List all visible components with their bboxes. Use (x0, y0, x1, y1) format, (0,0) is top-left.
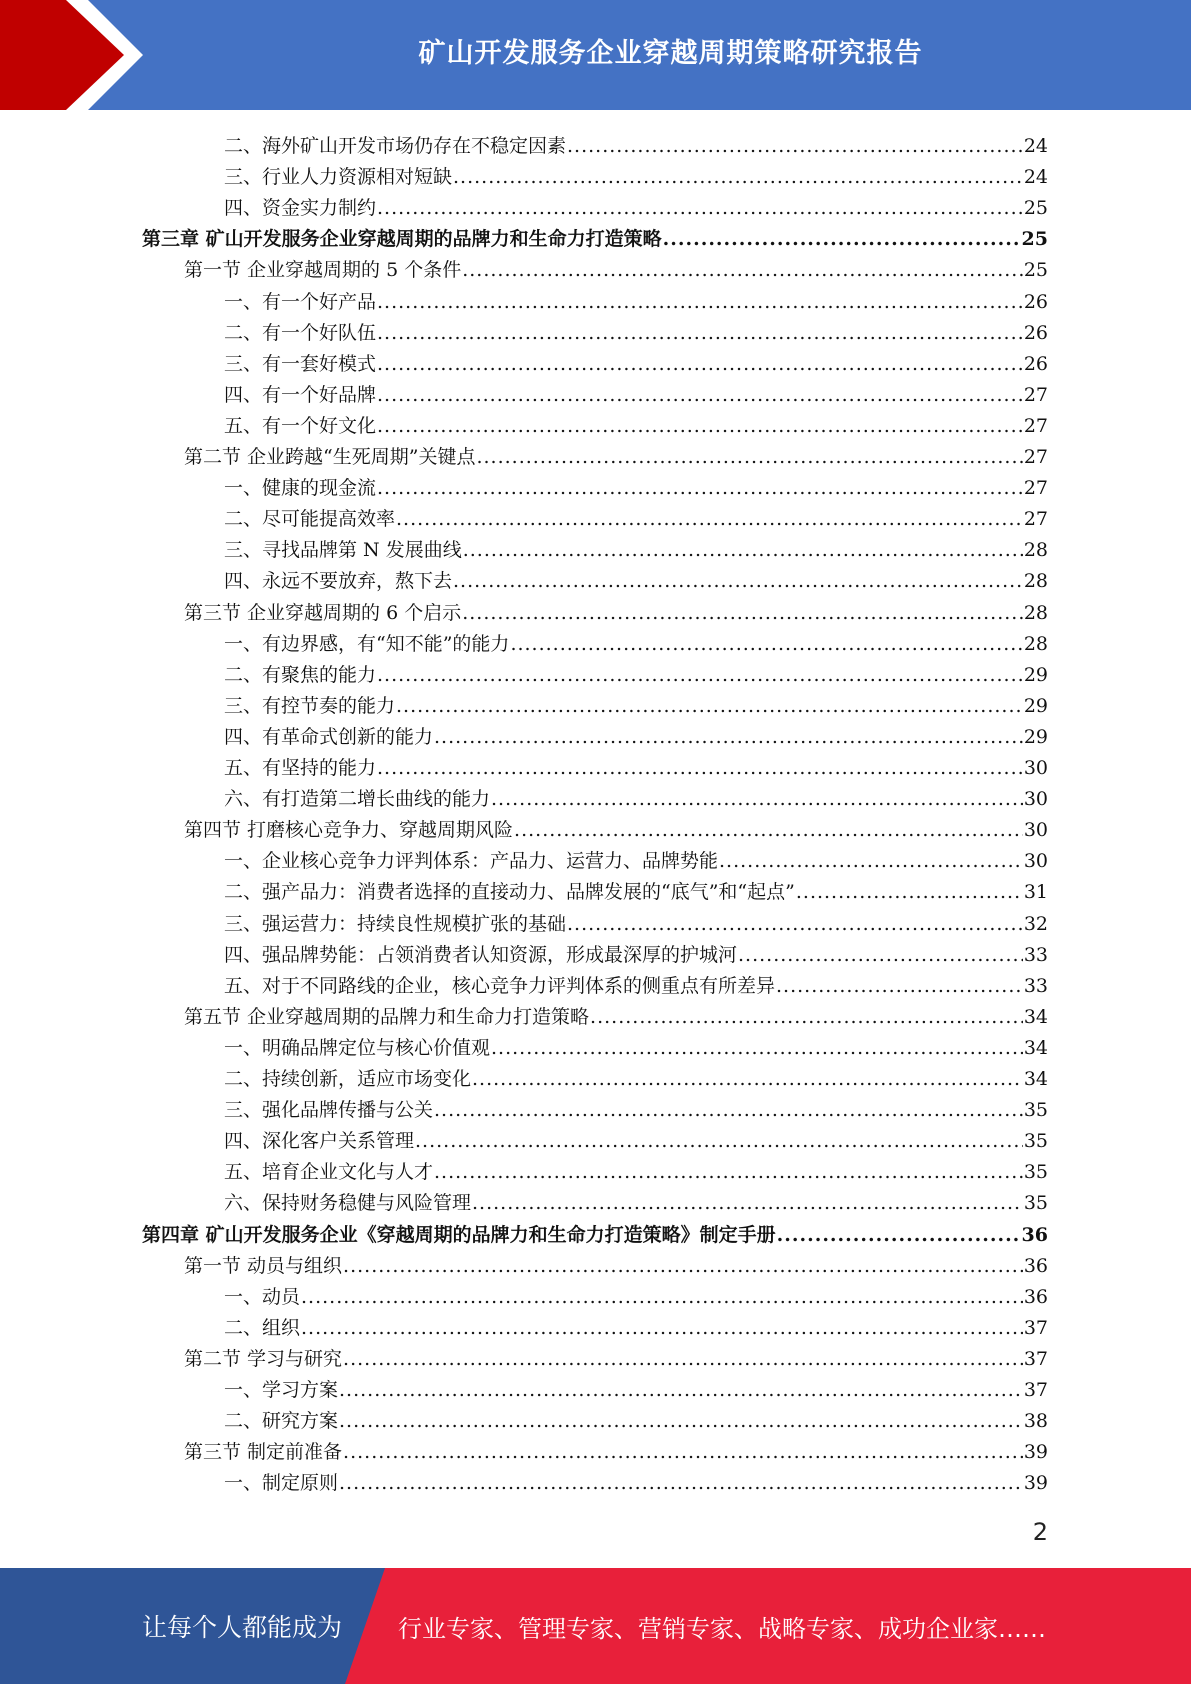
toc-item-entry[interactable] (224, 1464, 1048, 1495)
toc-dot-leader (472, 1067, 1023, 1091)
toc-item-entry[interactable] (224, 158, 1048, 189)
toc-dot-leader (590, 1005, 1023, 1029)
toc-dot-leader (339, 1409, 1023, 1433)
toc-dot-leader (377, 196, 1023, 220)
toc-section-entry[interactable] (184, 438, 1048, 469)
toc-entry-title: 第二节 学习与研究 (184, 1347, 343, 1370)
toc-dot-leader (663, 227, 1021, 251)
toc-item-entry[interactable] (224, 1278, 1048, 1309)
toc-section-entry[interactable] (184, 251, 1048, 282)
toc-page-number: 34 (1023, 1036, 1048, 1059)
toc-page-number: 25 (1023, 259, 1048, 282)
toc-entry-title: 一、动员 (224, 1285, 301, 1308)
toc-dot-leader (776, 974, 1023, 998)
toc-page-number: 25 (1023, 197, 1048, 220)
toc-entry-title: 第一节 动员与组织 (184, 1254, 343, 1277)
toc-page-number: 26 (1023, 352, 1048, 375)
toc-item-entry[interactable] (224, 376, 1048, 407)
toc-page-number: 30 (1023, 850, 1048, 873)
toc-dot-leader (491, 787, 1023, 811)
toc-chapter-entry[interactable] (142, 1216, 1048, 1247)
toc-dot-leader (453, 165, 1023, 189)
toc-entry-title: 六、有打造第二增长曲线的能力 (224, 788, 491, 811)
toc-entry-title: 二、海外矿山开发市场仍存在不稳定因素 (224, 135, 567, 157)
toc-item-entry[interactable] (224, 562, 1048, 593)
toc-page-number: 35 (1023, 1161, 1048, 1184)
toc-entry-title: 五、有一个好文化 (224, 414, 377, 437)
toc-entry-title: 一、明确品牌定位与核心价值观 (224, 1036, 491, 1059)
toc-entry-title: 四、有革命式创新的能力 (224, 725, 434, 748)
toc-page-number: 36 (1021, 1223, 1048, 1246)
document-title: 矿山开发服务企业穿越周期策略研究报告 (418, 37, 923, 69)
toc-dot-leader (719, 849, 1023, 873)
toc-item-entry[interactable] (224, 127, 1048, 158)
toc-item-entry[interactable] (224, 345, 1048, 376)
toc-dot-leader (377, 383, 1023, 407)
toc-entry-title: 五、有坚持的能力 (224, 757, 377, 779)
toc-entry-title: 二、有聚焦的能力 (224, 663, 377, 686)
toc-item-entry[interactable] (224, 1091, 1048, 1122)
page-number: 2 (1032, 1518, 1048, 1546)
toc-entry-title: 一、制定原则 (224, 1472, 339, 1495)
toc-dot-leader (339, 1378, 1023, 1402)
toc-item-entry[interactable] (224, 625, 1048, 656)
toc-entry-title: 第三章 矿山开发服务企业穿越周期的品牌力和生命力打造策略 (142, 228, 662, 251)
toc-dot-leader (343, 1347, 1023, 1371)
toc-item-entry[interactable] (224, 905, 1048, 936)
toc-page-number: 39 (1023, 1472, 1048, 1495)
toc-dot-leader (377, 663, 1023, 687)
toc-page-number: 36 (1023, 1254, 1048, 1277)
toc-dot-leader (343, 1254, 1023, 1278)
toc-item-entry[interactable] (224, 656, 1048, 687)
toc-item-entry[interactable] (224, 1402, 1048, 1433)
toc-page-number: 27 (1023, 383, 1048, 406)
toc-dot-leader (377, 756, 1023, 780)
toc-entry-title: 三、寻找品牌第 N 发展曲线 (224, 539, 462, 562)
toc-dot-leader (377, 414, 1023, 438)
toc-page-number: 33 (1023, 974, 1048, 997)
toc-dot-leader (510, 632, 1022, 656)
toc-entry-title: 一、有边界感，有“知不能”的能力 (224, 632, 510, 655)
toc-entry-title: 四、有一个好品牌 (224, 383, 377, 406)
toc-item-entry[interactable] (224, 469, 1048, 500)
toc-page-number: 28 (1023, 632, 1048, 655)
toc-page-number: 27 (1023, 508, 1048, 531)
toc-page-number: 31 (1023, 881, 1048, 904)
toc-entry-title: 二、组织 (224, 1316, 301, 1339)
toc-item-entry[interactable] (224, 749, 1048, 780)
toc-page-number: 38 (1023, 1410, 1048, 1433)
toc-entry-title: 四、资金实力制约 (224, 197, 377, 220)
footer-slogan-left: 让每个人都能成为 (142, 1613, 343, 1642)
toc-page-number: 37 (1023, 1379, 1048, 1401)
toc-dot-leader (476, 445, 1022, 469)
toc-page-number: 37 (1023, 1316, 1048, 1339)
toc-item-entry[interactable] (224, 1309, 1048, 1340)
toc-entry-title: 三、强化品牌传播与公关 (224, 1099, 434, 1122)
toc-item-entry[interactable] (224, 1029, 1048, 1060)
toc-entry-title: 三、有一套好模式 (224, 352, 377, 375)
toc-dot-leader (343, 1440, 1023, 1464)
page-footer (0, 1568, 1191, 1684)
toc-page-number: 27 (1023, 477, 1048, 500)
toc-entry-title: 二、研究方案 (224, 1410, 339, 1433)
toc-entry-title: 第四章 矿山开发服务企业《穿越周期的品牌力和生命力打造策略》制定手册 (142, 1223, 776, 1246)
toc-page-number: 37 (1023, 1347, 1048, 1370)
toc-item-entry[interactable] (224, 718, 1048, 749)
toc-dot-leader (462, 601, 1023, 625)
toc-dot-leader (777, 1223, 1021, 1247)
toc-dot-leader (434, 1160, 1023, 1184)
toc-page-number: 30 (1023, 788, 1048, 811)
toc-entry-title: 第二节 企业跨越“生死周期”关键点 (184, 446, 476, 468)
toc-entry-title: 四、强品牌势能：占领消费者认知资源，形成最深厚的护城河 (224, 943, 738, 966)
toc-item-entry[interactable] (224, 1184, 1048, 1215)
toc-item-entry[interactable] (224, 1371, 1048, 1402)
toc-entry-title: 第四节 打磨核心竞争力、穿越周期风险 (184, 819, 514, 842)
toc-item-entry[interactable] (224, 1122, 1048, 1153)
toc-page-number: 26 (1023, 290, 1048, 313)
toc-dot-leader (738, 943, 1023, 967)
toc-item-entry[interactable] (224, 967, 1048, 998)
toc-dot-leader (301, 1285, 1023, 1309)
toc-section-entry[interactable] (184, 1247, 1048, 1278)
toc-entry-title: 六、保持财务稳健与风险管理 (224, 1192, 472, 1215)
toc-section-entry[interactable] (184, 811, 1048, 842)
toc-section-entry[interactable] (184, 1340, 1048, 1371)
page-header (0, 0, 1191, 110)
toc-page-number: 26 (1023, 321, 1048, 344)
toc-item-entry[interactable] (224, 283, 1048, 314)
toc-dot-leader (301, 1316, 1023, 1340)
toc-dot-leader (396, 507, 1023, 531)
toc-page-number: 39 (1023, 1441, 1048, 1464)
toc-item-entry[interactable] (224, 842, 1048, 873)
toc-dot-leader (567, 912, 1023, 936)
toc-entry-title: 第三节 制定前准备 (184, 1441, 343, 1464)
toc-item-entry[interactable] (224, 780, 1048, 811)
toc-dot-leader (453, 569, 1023, 593)
toc-entry-title: 第一节 企业穿越周期的 5 个条件 (184, 259, 462, 282)
toc-item-entry[interactable] (224, 1060, 1048, 1091)
toc-dot-leader (567, 134, 1023, 158)
toc-page-number: 33 (1023, 943, 1048, 966)
toc-dot-leader (462, 258, 1023, 282)
toc-section-entry[interactable] (184, 998, 1048, 1029)
toc-page-number: 34 (1023, 1005, 1048, 1028)
toc-dot-leader (377, 352, 1023, 376)
toc-page-number: 36 (1023, 1285, 1048, 1308)
toc-page-number: 30 (1023, 819, 1048, 842)
toc-entry-title: 四、深化客户关系管理 (224, 1130, 415, 1153)
toc-page-number: 24 (1023, 135, 1048, 157)
toc-entry-title: 二、有一个好队伍 (224, 321, 377, 344)
toc-item-entry[interactable] (224, 1153, 1048, 1184)
toc-dot-leader (434, 1098, 1023, 1122)
toc-page-number: 29 (1023, 663, 1048, 686)
toc-page-number: 28 (1023, 539, 1048, 562)
toc-page-number: 30 (1023, 757, 1048, 779)
toc-page-number: 24 (1023, 166, 1048, 189)
toc-entry-title: 一、有一个好产品 (224, 290, 377, 313)
toc-item-entry[interactable] (224, 531, 1048, 562)
toc-dot-leader (377, 290, 1023, 314)
toc-dot-leader (796, 880, 1023, 904)
toc-item-entry[interactable] (224, 936, 1048, 967)
toc-entry-title: 三、行业人力资源相对短缺 (224, 166, 453, 189)
toc-dot-leader (415, 1129, 1023, 1153)
toc-dot-leader (396, 694, 1023, 718)
toc-page-number: 35 (1023, 1130, 1048, 1153)
toc-chapter-entry[interactable] (142, 220, 1048, 251)
toc-entry-title: 一、健康的现金流 (224, 477, 377, 500)
toc-dot-leader (434, 725, 1023, 749)
toc-dot-leader (339, 1471, 1023, 1495)
toc-page-number: 32 (1023, 912, 1048, 935)
toc-page-number: 35 (1023, 1099, 1048, 1122)
toc-dot-leader (491, 1036, 1023, 1060)
toc-item-entry[interactable] (224, 189, 1048, 220)
toc-item-entry[interactable] (224, 407, 1048, 438)
toc-entry-title: 五、培育企业文化与人才 (224, 1161, 434, 1184)
toc-page-number: 35 (1023, 1192, 1048, 1215)
toc-entry-title: 二、持续创新，适应市场变化 (224, 1068, 472, 1090)
toc-page-number: 29 (1023, 694, 1048, 717)
toc-dot-leader (514, 818, 1023, 842)
toc-item-entry[interactable] (224, 873, 1048, 904)
toc-entry-title: 四、永远不要放弃，熬下去 (224, 570, 453, 593)
toc-entry-title: 第五节 企业穿越周期的品牌力和生命力打造策略 (184, 1005, 590, 1028)
toc-entry-title: 二、尽可能提高效率 (224, 508, 396, 531)
footer-slogan-right: 行业专家、管理专家、营销专家、战略专家、成功企业家…… (398, 1614, 1046, 1643)
toc-entry-title: 三、有控节奏的能力 (224, 694, 396, 717)
toc-item-entry[interactable] (224, 500, 1048, 531)
toc-entry-title: 一、学习方案 (224, 1379, 339, 1401)
toc-entry-title: 三、强运营力：持续良性规模扩张的基础 (224, 912, 567, 935)
toc-dot-leader (377, 476, 1023, 500)
header-arrow-logo (0, 0, 150, 110)
toc-entry-title: 二、强产品力：消费者选择的直接动力、品牌发展的“底气”和“起点” (224, 881, 795, 904)
toc-page-number: 28 (1023, 570, 1048, 593)
toc-item-entry[interactable] (224, 314, 1048, 345)
toc-page-number: 34 (1023, 1068, 1048, 1090)
toc-section-entry[interactable] (184, 594, 1048, 625)
toc-dot-leader (377, 321, 1023, 345)
toc-page-number: 28 (1023, 601, 1048, 624)
toc-entry-title: 第三节 企业穿越周期的 6 个启示 (184, 601, 462, 624)
toc-page-number: 27 (1023, 446, 1048, 468)
toc-dot-leader (463, 538, 1023, 562)
toc-page-number: 25 (1021, 228, 1048, 251)
toc-section-entry[interactable] (184, 1433, 1048, 1464)
toc-entry-title: 一、企业核心竞争力评判体系：产品力、运营力、品牌势能 (224, 850, 719, 873)
toc-item-entry[interactable] (224, 687, 1048, 718)
toc-dot-leader (472, 1191, 1023, 1215)
toc-page-number: 29 (1023, 725, 1048, 748)
toc-page-number: 27 (1023, 414, 1048, 437)
toc-entry-title: 五、对于不同路线的企业，核心竞争力评判体系的侧重点有所差异 (224, 974, 776, 997)
